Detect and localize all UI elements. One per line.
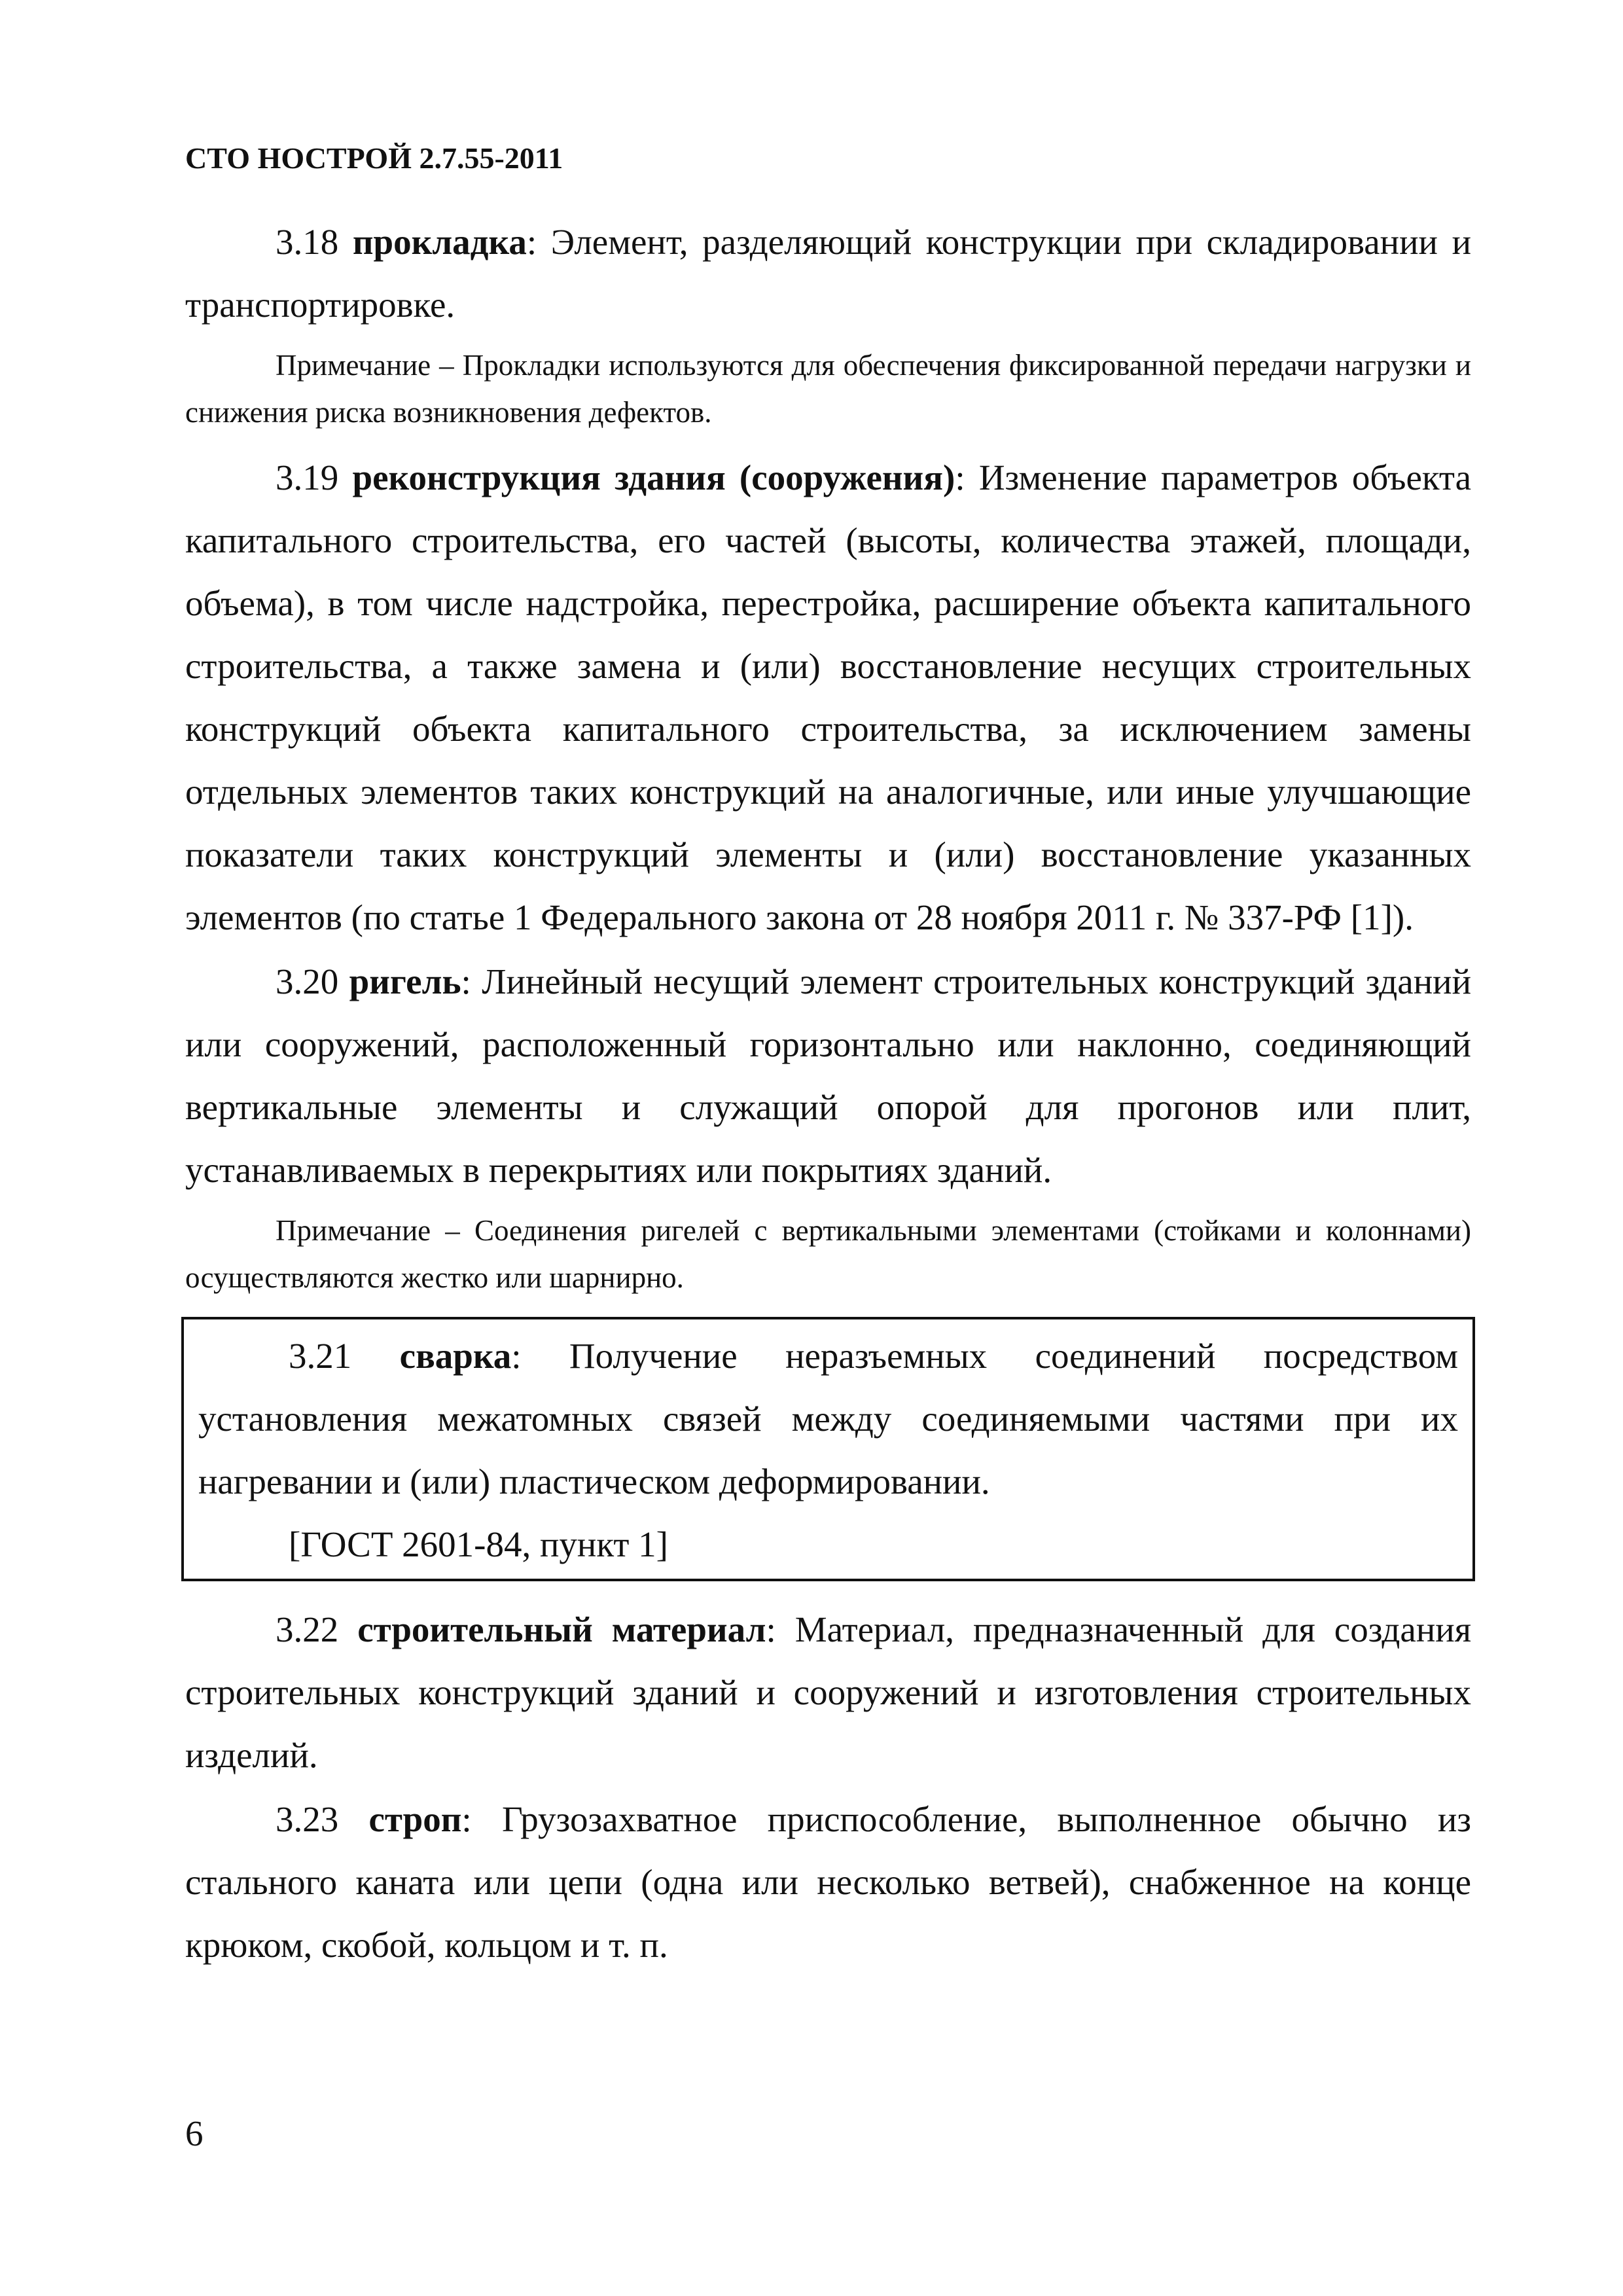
term-entry-3-22 [185,1598,1471,1787]
document-body [185,211,1471,1978]
entry-term: реконструкция здания (сооружения) [352,457,955,497]
entry-term: ригель [349,961,461,1001]
term-entry-3-21 [198,1325,1458,1513]
entry-definition: : Линейный несущий элемент строительных конструкций зданий или сооружений, расположенный горизонтально или наклонно, соединяющий вертикальные элементы и служащий опорой для прогонов или плит, устанавливаемых в перекрытиях или покрытиях зданий. [185,961,1471,1190]
entry-term: строительный материал [357,1609,766,1649]
entry-number: 3.22 [276,1609,339,1649]
term-entry-3-20 [185,950,1471,1202]
entry-term: прокладка [352,222,527,262]
entry-number: 3.23 [276,1799,339,1839]
term-entry-3-23 [185,1788,1471,1977]
note-3-20: Примечание – Соединения ригелей с вертикальными элементами (стойками и колоннами) осуществляются жестко или шарнирно. [185,1214,1471,1294]
source-reference: [ГОСТ 2601-84, пункт 1] [289,1524,668,1564]
entry-number: 3.18 [276,222,339,262]
entry-number: 3.20 [276,961,339,1001]
term-entry-3-19 [185,446,1471,949]
entry-number: 3.21 [289,1336,352,1376]
page-number: 6 [185,2113,204,2153]
entry-term: сварка [399,1336,512,1376]
entry-definition: : Грузозахватное приспособление, выполненное обычно из стального каната или цепи (одна или несколько ветвей), снабженное на конце крюком, скобой, кольцом и т. п. [185,1799,1471,1965]
entry-definition: : Элемент, разделяющий конструкции при складировании и транспортировке. [185,222,1472,325]
boxed-term-3-21 [181,1317,1475,1581]
entry-definition: : Получение неразъемных соединений посредством установления межатомных связей между соединяемыми частями при их нагревании и (или) пластическом деформировании. [198,1336,1458,1501]
document-code-header: СТО НОСТРОЙ 2.7.55-2011 [185,141,563,175]
entry-term: строп [368,1799,462,1839]
term-entry-3-18 [185,211,1471,336]
entry-definition: : Материал, предназначенный для создания строительных конструкций зданий и сооружений и изготовления строительных изделий. [185,1609,1471,1775]
entry-number: 3.19 [276,457,339,497]
note-3-18: Примечание – Прокладки используются для обеспечения фиксированной передачи нагрузки и снижения риска возникновения дефектов. [185,349,1471,429]
entry-definition: : Изменение параметров объекта капитального строительства, его частей (высоты, количества этажей, площади, объема), в том числе надстройка, перестройка, расширение объекта капитального строительства, а также замена и (или) восстановление несущих строительных конструкций объекта капитального строительства, за исключением замены отдельных элементов таких конструкций на аналогичные, или иные улучшающие показатели таких конструкций элементы и (или) восстановление указанных элементов (по статье 1 Федерального закона от 28 ноября 2011 г. № 337-РФ [1]). [185,457,1472,937]
